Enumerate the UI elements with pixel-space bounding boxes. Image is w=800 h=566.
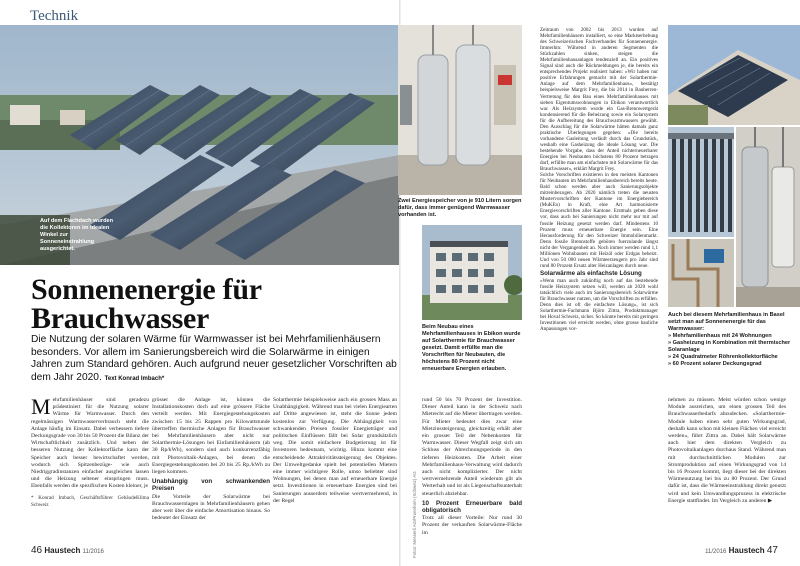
issue-date: 11/2016	[705, 549, 727, 555]
headline-line-2: Brauchwasser	[31, 302, 210, 335]
body-paragraph: Solarthermie beispielsweise auch ein grosses Mass an Unabhängigkeit. Während man bei vielen Energiearten auf Dritte angewiesen ist, steht die Sonne jedem kostenlos zur Verfügung. Die Abhängigkeit von schwankenden Preisen fossiler Energieträger und politischen Einflüssen fällt bei Solar grundsätzlich weg. Die somit einfachere Budgetierung ist für Investoren bedeutsam, wichtig. Hinzu kommt eine entscheidende Attraktivitätssteigerung des Objektes. Der Umweltgedanke spielt bei potentiellen Mietern eine immer wichtigere Rolle, umso beliebter sind Wohnungen, bei denen man auf erneuerbare Energie setzt. Investitionen in erneuerbare Energien sind bei Sanierungen ausserdem teilweise wertvermehrend, in der Regel	[273, 397, 397, 504]
basel-list-item: » Gasheizung in Kombination mit thermischer Solaranlage	[668, 340, 791, 353]
basel-list-item: » Mehrfamilienhaus mit 24 Wohnungen	[668, 333, 772, 339]
body-paragraph: «Wenn man auch zukünftig noch auf das bestehende fossile Heizsystem setzen will, werden ab 2020 wohl tatsächlich viele auch im Sanierungsbereich Solarwärme für Brauchwasser nutzen, um die Vorschriften zu erfüllen. Denn dies ist oft die einfachste Lösung», ist sich Solarthermie-Fachmann Björn Zittra, Produktmanager bei Hoval Schweiz, sicher. So könnte bereits mit geringen Investitionen viel erreicht werden, ohne grosse bauliche Anpassungen vor-	[540, 277, 658, 333]
footer-right	[705, 545, 778, 556]
headline-line-1: Sonnenenergie für	[31, 273, 262, 306]
body-paragraph: nehmen zu müssen. Meist würden schon wenige Module ausreichen, um einen grossen Teil des Brauchwasserbedarfs abzudecken. «Solarthermie-Module haben einen sehr guten Wirkungsgrad, deshalb kann schon mit kleinen Flächen viel erreicht werden», führt Zittra an. Dabei hält Solarwärme auch hier dem direkten Vergleich zu Photovoltaikanlagen durchaus Stand. Während man mit durchschnittlichen Modulen zur Stromproduktion auf einen Wirkungsgrad von 14 bis 16 Prozent kommt, liegt dieser bei der direkten Wärmenutzung bei bis zu 80 Prozent. Der Grund dafür ist, dass die Wärmeeinstrahlung direkt genutzt wird und kein Umwandlungsprozess in elektrische Energie stattfindet. Im Vergleich zu anderen ▶	[668, 397, 786, 504]
body-column-6	[668, 397, 786, 505]
body-column-1	[31, 394, 149, 509]
body-column-4	[422, 397, 522, 537]
new-building-caption: Beim Neubau eines Mehrfamilienhauses in Ebikon wurde auf Solarthermie für Brauchwasser gesetzt. Damit erfüllte man die Vorschriften für Neubauten, die höchstens 80 Prozent nicht erneuerbare Energien erlauben.	[422, 324, 521, 372]
tube-collector-photo	[668, 127, 734, 237]
page-number: 47	[766, 545, 778, 556]
storage-tanks-photo	[398, 25, 522, 195]
author-footnote: * Konrad Imbach, Geschäftsführer GebäudeKlima Schweiz	[31, 494, 149, 508]
page-number: 46	[31, 545, 43, 556]
basel-caption	[668, 312, 798, 368]
photo-credit: Fotos: Messerli AG/Proenform (Schweiz) AG	[412, 471, 417, 558]
basel-list-item: » 24 Quadratmeter Röhrenkollektorfläche	[668, 354, 778, 360]
magazine-brand: Haustech	[728, 546, 765, 555]
article-lead	[31, 334, 401, 385]
article-headline	[31, 275, 411, 333]
body-paragraph: grösser die Anlage ist, können die Installationskosten doch auf eine grössere Fläche verteilt werden. Mit Energiegestehungskosten zwischen 15 bis 25 Rappen pro Kilowattstunde übertreffen thermische Anlagen für Brauchwasser bei Mehrfamilienhäusern aber nicht nur Solarthermie-Lösungen bei Einfamilienhäusern (ab 30 Rp/kWh), sondern sind auch konkurrenzfähig mit Photovoltaik-Anlagen, bei denen die Energiegestehungskosten bei 20 bis 25 Rp./kWh zu liegen kommen.	[152, 397, 270, 476]
subheading: Solarwärme als einfachste Lösung	[540, 269, 642, 277]
subheading: 10 Prozent Erneuerbare bald obligatorisch	[422, 499, 522, 515]
section-label: Technik	[30, 8, 79, 24]
residential-roof-photo	[668, 25, 800, 125]
body-paragraph: rund 50 bis 70 Prozent der Investition. Dieser Anteil kann in der Schweiz nach Mietrecht auf die Mieter übertragen werden. Für Mieter bedeutet dies zwar eine Mietzinssteigerung, gleichzeitig erhält aber ein grosser Teil der Nebenkosten für Warmwasser. Dieser Wegfall zeigt sich am Schluss der Abrechnungsperiode in den tieferen Heizkosten. Die Arbeit einer Mehrfamilienhaus-Verwaltung wird dadurch auch nicht komplizierter. Der nicht wertvermehrende Anteil wiederum gilt als Werterhalt und ist als Liegenschaftsunterhalt steuerlich abziehbar.	[422, 397, 522, 497]
body-column-5	[540, 27, 658, 332]
body-paragraph: Trotz all dieser Vorteile: Nur rund 30 Prozent der verkauften Solarwärme-Fläche im	[422, 515, 522, 536]
storage-caption: Zwei Energiespeicher von je 910 Litern sorgen dafür, dass immer genügend Warmwasser vorhanden ist.	[398, 198, 522, 218]
subheading: Unabhängig von schwankenden Preisen	[152, 478, 270, 493]
new-building-photo	[422, 225, 522, 320]
body-column-3	[273, 397, 397, 505]
author-credit: Text Konrad Imbach*	[104, 375, 165, 382]
magazine-brand: Haustech	[44, 546, 81, 555]
basel-caption-text: Auch bei diesem Mehrfamilienhaus in Basel setzt man auf Sonnenenergie für das Warmwasser:	[668, 312, 785, 332]
body-paragraph: Solche Vorschriften existieren in den meisten Kantonen für Neubauten im Mehrfamilienhausbereich bereits heute. Bald schon werden aber auch Sanierungsobjekte mitreinbezogen. Ab 2020 nämlich treten die neusten Mustervorschriften der Kantone im Energiebereich (MuKEn) in Kraft, eine Art harmonisierte Energievorschriften aller Kantone. Erstmals geben diese vor, dass auch bei Sanierungen nicht mehr nur mit auf fossile Heizung gesetzt werden darf. Mindestens 10 Prozent muss erneuerbare Energie sein. Eine Herausforderung für den Schweizer Immobilienmarkt. Denn fossile Brennstoffe gehören fuerzulande längst nicht der Vergangenheit an. Noch immer werden rund 1,1 Millionen Wohnbauten mit Heizöl oder Erdgas beheizt. Und von 50 000 neuen Wärmeerzeugern pro Jahr sind rund 80 Prozent Ersatz alter Heizanlagen durch neue.	[540, 172, 658, 269]
lead-text: Die Nutzung der solaren Wärme für Warmwasser ist bei Mehrfamilienhäusern besonders. Vor allem im Sanierungsbereich wird die Solarwärme in einigen Jahren zum Standard gehören. Auch aufgrund neuer gesetzlicher Vorschriften ab dem Jahr 2020.	[31, 334, 397, 383]
issue-date: 11/2016	[82, 549, 104, 555]
boiler-room-photo	[736, 127, 800, 307]
basel-list-item: » 60 Prozent solarer Deckungsgrad	[668, 361, 762, 367]
body-paragraph: ehrfamilienhäuser sind geradezu prädestiniert für die Nutzung solarer Wärme für Warmwasser. Durch den regelmässigen Warmwasserverbrauch steht die Anlage häufig im Einsatz. Dabei verbessern tiefere Deckungsgrade von 30 bis 50 Prozent die Bilanz der Wirtschaftlichkeit zusätzlich. Und neben der besseren Nutzung der Kollektorfläche kann der Speicher auch besser bewirtschaftet werden, wodurch sich Spitzenbezüge- wie auch Niedriggradinstanzen einfacher ausgleichen lassen und die Heizung seltener einspringen muss. Ebenfalls werden die spezifischen Kosten kleiner, je	[31, 397, 149, 490]
footer-left	[31, 545, 104, 556]
body-paragraph: Zeitraum von 2002 bis 2013 wurden auf Mehrfamilienhäusern installiert, so eine Marktserhebung des Schweizerischen Fachverbandes für Sonnenenergie. Immerhin: Während in anderen Segmenten die Stückzahlen sinken, steigen die Mehrfamilienhausanlagen tendenziell an. Ein positives Signal sind auch die Rückmeldungen je, die bereits ein entsprechendes Projekt realisiert haben: «Wir haben nur positive Erfahrungen gemacht mit der Solarthermie-Anlage auf dem Mehrfamilienhaus», bestätigt beispielsweise Margrit Frey, die bis 2014 in Bauherren-Vertretung für den Bau eines Mehrfamilienhauses mit sieben Eigentumswohnungen in Ebikon verantwortlich war. Als Heizsystem wurde ein Gas-Brennwertgerät kondensierend für die Beheizung sowie ein Solarsystem für die Aufbereitung des Brauchwarmwassers gewählt. Den Ausschlag für die Solarwärme hätten damals ganz praktische Überlegungen gegeben: «Die bereits vorhandene Gasleitung verläuft durch das Grundstück, weshalb eine Gasheizung die ideale Lösung war. Die bestehende Vorgabe, dass der Anteil nichterneuerbarer Energien bei Neubauten höchstens 80 Prozent betragen darf, erfüllte man am einfachsten mit Solarwärme für das Brauchwasser», erklärt Margrit Frey.	[540, 27, 658, 173]
body-column-2	[152, 397, 270, 522]
drop-cap: M	[31, 394, 51, 419]
pipes-photo	[668, 239, 734, 307]
flat-roof-caption: Auf dem Flachdach wurden die Kollektoren im idealen Winkel zur Sonneneinstrahlung ausgerichtet.	[40, 218, 114, 252]
body-paragraph: Die Vorteile der Solarwärme bei Brauchwassernlagen in Mehrfamilienhäusern gehen aber weit über die einfache Amortisation hinaus. So bedeutet der Einsatz der	[152, 493, 270, 522]
